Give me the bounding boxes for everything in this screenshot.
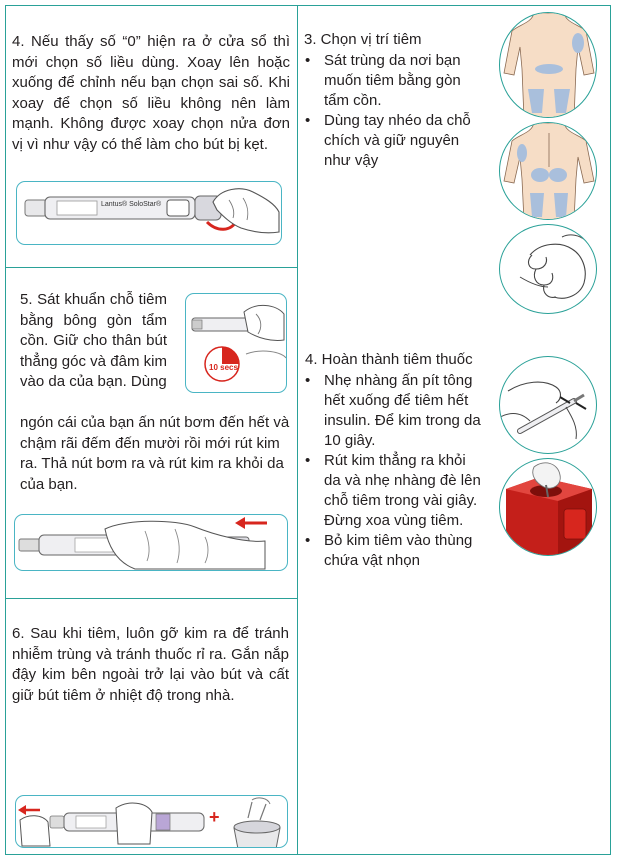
step4r-bullet-1: • Nhẹ nhàng ấn pít tông hết xuống để tiêm hết insulin. Để kim trong da 10 giây. [302,371,482,451]
plus-sign: + [209,807,220,827]
step3-bullet-1: • Sát trùng da nơi bạn muốn tiêm bằng gòn tẩm cồn. [302,51,480,111]
press-plunger-illustration [499,356,597,454]
step3-heading: 3. Chọn vị trí tiêm [304,31,422,48]
dial-pen-illustration [16,181,282,245]
press-button-illustration [14,514,288,571]
step4r-bullet-list [302,371,482,571]
step4r-bullet-2: • Rút kim thẳng ra khỏi da và nhẹ nhàng đè lên chỗ tiêm trong vài giây. Đừng xoa vùng tiêm. [302,451,482,531]
step4r-heading: 4. Hoàn thành tiêm thuốc [305,351,473,368]
row-divider-1 [5,267,297,268]
step5-text-bottom: ngón cái của bạn ấn nút bơm đến hết và chậm rãi đếm đến mười rồi mới rút kim ra. Thả nút bơm ra và rút kim ra khỏi da của bạn. [20,414,290,493]
column-divider [297,5,298,855]
sharps-container-illustration [499,458,597,556]
step3-bullet-2: • Dùng tay nhéo da chỗ chích và giữ nguyên như vậy [302,111,480,171]
timer-label: 10 secs [209,363,238,372]
body-front-injection-sites [499,12,597,118]
row-divider-2 [5,598,297,599]
step4-text: 4. Nếu thấy số “0” hiện ra ở cửa sổ thì mới chọn số liều dùng. Xoay lên hoặc xuống để chỉnh nếu bạn chọn sai số. Khi xoay để chọn số liều không nên làm mạnh. Không được xoay chọn nửa đơn vị vì như vậy có thể làm cho bút bị kẹt. [12,33,290,153]
pen-label: Lantus® SoloStar® [101,201,162,208]
step6-text: 6. Sau khi tiêm, luôn gỡ kim ra để tránh nhiễm trùng và tránh thuốc rỉ ra. Gắn nắp đậy kim bên ngoài trở lại vào bút và cất giữ bút tiêm ở nhiệt độ trong nhà. [12,625,289,704]
step5-text-top: 5. Sát khuẩn chỗ tiêm bằng bông gòn tẩm cồn. Giữ cho thân bút thẳng góc và đâm kim vào da của bạn. Dùng [20,291,167,390]
remove-needle-illustration [15,795,288,848]
body-back-injection-sites [499,122,597,220]
step3-bullet-list [302,51,480,171]
inject-timer-illustration [185,293,287,393]
pinch-skin-illustration [499,224,597,314]
step4r-bullet-3: • Bỏ kim tiêm vào thùng chứa vật nhọn [302,531,482,571]
